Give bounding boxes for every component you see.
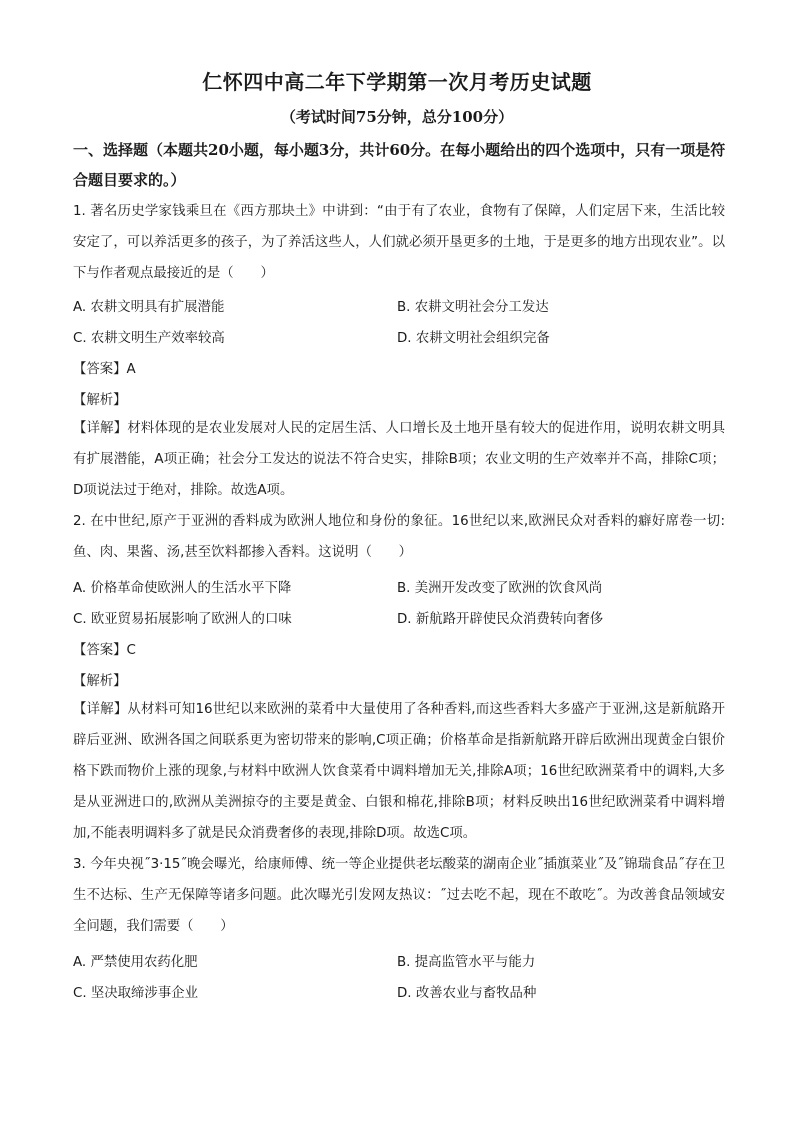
question-2-analysis-label: 【解析】 [73,674,127,689]
question-2-option-d: D. 新航路开辟使民众消费转向奢侈 [397,612,604,627]
question-1-option-d: D. 农耕文明社会组织完备 [397,331,550,346]
question-1-option-b: B. 农耕文明社会分工发达 [397,300,549,315]
question-1-option-c: C. 农耕文明生产效率较高 [73,331,225,346]
question-2-answer: 【答案】C [73,643,136,658]
question-1-stem: 1. 著名历史学家钱乘旦在《西方那块土》中讲到：“由于有了农业，食物有了保障，人们定居下来，生活比较安定了，可以养活更多的孩子，为了养活这些人，人们就必须开垦更多的土地，于是更多的地方出现农业”。以下与作者观点最接近的是（ ） [73,204,725,281]
question-3-option-d: D. 改善农业与畜牧品种 [397,986,537,1001]
question-3-option-a: A. 严禁使用农药化肥 [73,955,198,970]
question-3-option-c: C. 坚决取缔涉事企业 [73,986,198,1001]
question-2-detail: 【详解】从材料可知16世纪以来欧洲的菜肴中大量使用了各种香料,而这些香料大多盛产于亚洲,这是新航路开辟后亚洲、欧洲各国之间联系更为密切带来的影响,C项正确；价格革命是指新航路开辟后欧洲出现黄金白银价格下跌而物价上涨的现象,与材料中欧洲人饮食菜肴中调料增加无关,排除A项；16世纪欧洲菜肴中的调料,大多是从亚洲进口的,欧洲从美洲掠夺的主要是黄金、白银和棉花,排除B项；材料反映出16世纪欧洲菜肴中调料增加,不能表明调料多了就是民众消费奢侈的表现,排除D项。故选C项。 [73,702,725,841]
question-2-option-a: A. 价格革命使欧洲人的生活水平下降 [73,581,292,596]
question-1-detail: 【详解】材料体现的是农业发展对人民的定居生活、人口增长及土地开垦有较大的促进作用，说明农耕文明具有扩展潜能，A项正确；社会分工发达的说法不符合史实，排除B项；农业文明的生产效率并不高，排除C项；D项说法过于绝对，排除。故选A项。 [73,421,725,498]
question-1-answer: 【答案】A [73,362,136,377]
question-3-stem: 3. 今年央视˝3·15˝晚会曝光，给康师傅、统一等企业提供老坛酸菜的湖南企业˝插旗菜业˝及˝锦瑞食品˝存在卫生不达标、生产无保障等诸多问题。此次曝光引发网友热议：˝过去吃不起，现在不敢吃˝。为改善食品领域安全问题，我们需要（ ） [73,857,725,934]
question-2-stem: 2. 在中世纪,原产于亚洲的香料成为欧洲人地位和身份的象征。16世纪以来,欧洲民众对香料的癖好席卷一切:鱼、肉、果酱、汤,甚至饮料都掺入香料。这说明（ ） [73,514,725,560]
exam-duration-note: （考试时间75分钟，总分100分） [280,108,514,126]
question-2-option-b: B. 美洲开发改变了欧洲的饮食风尚 [397,581,603,596]
question-2-option-c: C. 欧亚贸易拓展影响了欧洲人的口味 [73,612,292,627]
question-1-analysis-label: 【解析】 [73,393,127,408]
section-heading: 一、选择题（本题共20小题，每小题3分，共计60分。在每小题给出的四个选项中，只有一项是符合题目要求的。） [73,141,726,189]
page-title: 仁怀四中高二年下学期第一次月考历史试题 [202,70,592,94]
question-3-option-b: B. 提高监管水平与能力 [397,955,536,970]
question-1-option-a: A. 农耕文明具有扩展潜能 [73,300,225,315]
